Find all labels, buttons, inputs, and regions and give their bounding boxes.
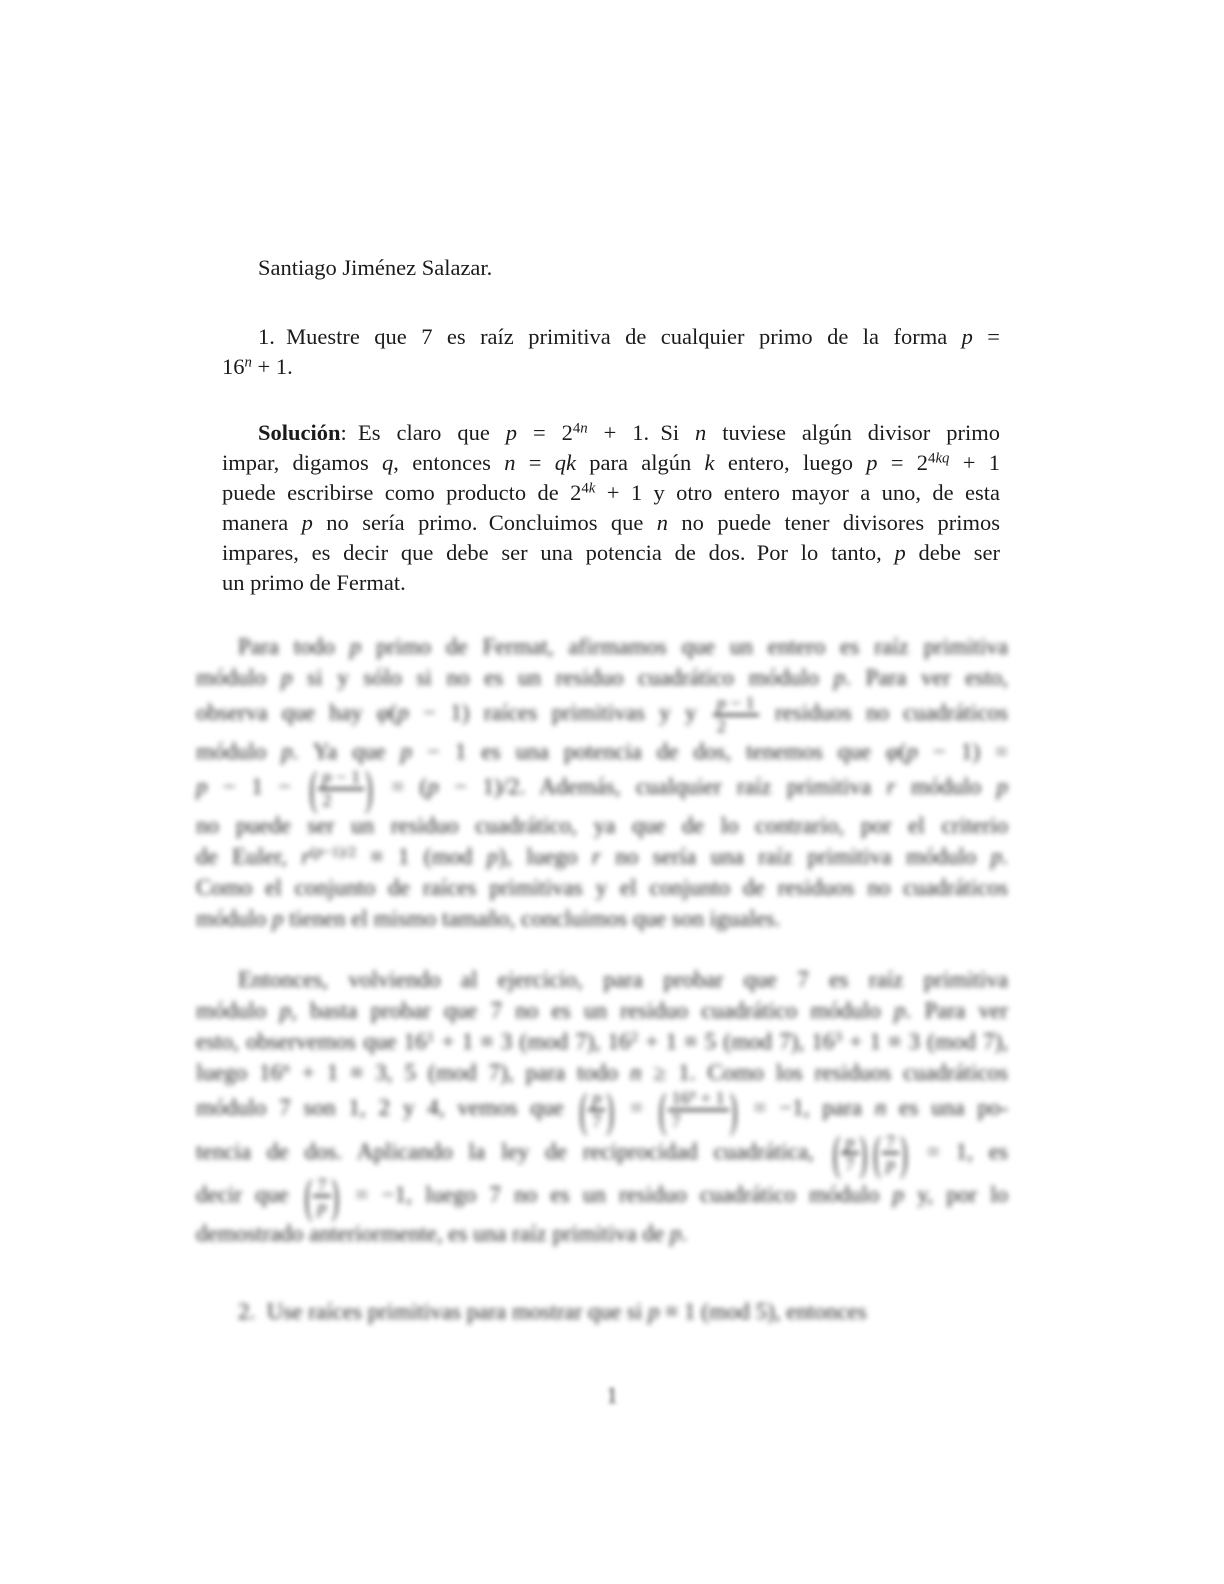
superscript: 4n [572, 420, 588, 437]
math-variable: p [272, 906, 284, 932]
math-variable: p [845, 1131, 855, 1152]
math-variable: n [244, 354, 252, 371]
fraction-denominator [882, 1152, 899, 1175]
superscript: 2 [630, 1028, 639, 1046]
math-variable: p [996, 774, 1008, 800]
math-variable: p [317, 1197, 327, 1218]
left-paren-delimiter: ( [873, 1127, 881, 1179]
fraction [658, 1084, 739, 1136]
math-variable: r [301, 844, 311, 870]
text-column [196, 253, 1009, 1327]
fraction-numerator [841, 1132, 858, 1153]
left-paren-delimiter: ( [832, 1127, 841, 1179]
text-line: luego $16^n + 1 \equiv 3$, 5 (mod 7), para todo n ≥ 1. Como los residuos cuadráticos [196, 1059, 1008, 1086]
text-line: no puede ser un residuo cuadrático, ya que de lo contrario, por el criterio [196, 813, 1008, 839]
math-variable: n [689, 1087, 696, 1102]
math-variable: p [669, 1221, 682, 1247]
right-paren-delimiter: ) [729, 1084, 738, 1136]
text-line: demostrado anteriormente, es una raíz primitiva de p. [196, 1221, 688, 1247]
text-line: $16^n + 1$. [222, 354, 293, 379]
right-paren-delimiter: ) [331, 1170, 340, 1223]
math-variable: p [833, 665, 846, 690]
fraction [832, 1127, 869, 1179]
left-paren-delimiter: ( [579, 1084, 588, 1136]
text-line: p − 1 − ( $\frac{p - 1}{2}$ ) = (p − 1)/2. Además, cualquier raíz primitiva r módulo p [196, 767, 1008, 810]
text-line: módulo p, basta probar que 7 no es un residuo cuadrático módulo p. Para ver [196, 998, 1009, 1024]
fraction-stack [668, 1088, 729, 1131]
superscript: 4kq [928, 450, 950, 467]
math-variable: qk [554, 450, 576, 475]
text-line: observa que hay φ(p − 1) raíces primitivas y y $\frac{p - 1}{2}$ residuos no cuadráticos [196, 693, 1008, 736]
superscript: 1 [426, 1028, 435, 1046]
math-variable: p [892, 1181, 904, 1207]
math-variable: n [656, 510, 669, 535]
fraction [872, 1127, 909, 1179]
math-variable: p [894, 540, 906, 565]
problem-1-statement [222, 322, 1000, 382]
superscript: 4k [581, 480, 596, 497]
math-variable: p [279, 998, 292, 1024]
text-line: 1. Muestre que 7 es raíz primitiva de cualquier primo de la forma p = [258, 324, 1000, 349]
text-line: módulo 7 son 1, 2 y 4, vemos que ( $\frac{p}{7}$ ) = ( $\frac{16^n + 1}{7}$ ) = −1, para n es una po- [196, 1088, 1008, 1131]
fraction-numerator: p − 1 [322, 767, 361, 788]
author-line [222, 253, 1000, 283]
math-variable: p [315, 843, 323, 861]
math-variable: k [588, 480, 596, 497]
math-variable: p [322, 767, 332, 788]
text-line: puede escribirse como producto de $2^{4k} + 1$ y otro entero mayor a uno, de esta [222, 480, 1001, 505]
math-variable: q [942, 450, 950, 467]
math-variable: p [280, 665, 293, 690]
fermat-primes-lemma [196, 631, 1008, 934]
text-line: esto, observemos que $16^1 + 1 \equiv 3$ (mod 7), $16^2 + 1 \equiv 5$ (mod 7), $16^3 + 1 \equiv 3$ (mod 7), [196, 1028, 1008, 1055]
math-variable: p [592, 1088, 602, 1109]
math-variable: p [505, 420, 518, 445]
text-line: manera p no sería primo. Concluimos que n no puede tener divisores primos [222, 510, 1000, 535]
fraction-stack [841, 1132, 858, 1175]
fraction [713, 693, 759, 736]
math-variable: k [704, 450, 715, 475]
text-line: módulo p si y sólo si no es un residuo cuadrático módulo p. Para ver esto, [196, 665, 1008, 690]
math-variable: n [282, 1059, 290, 1077]
math-variable: p [397, 699, 409, 725]
math-variable: p [486, 844, 499, 870]
math-variable: p [196, 774, 208, 800]
fraction-denominator: 2 [318, 788, 364, 811]
text-line: Para todo p primo de Fermat, afirmamos que un entero es raíz primitiva [238, 634, 1008, 659]
text-line: 2. Use raíces primitivas para mostrar que si p ≡ 1 (mod 5), entonces [238, 1299, 867, 1325]
problem-2-statement [196, 1296, 1008, 1327]
text-line: impar, digamos q, entonces n = qk para algún k entero, luego $p = 2^{4kq} + 1$ [222, 450, 1000, 475]
math-variable: n [630, 1060, 642, 1086]
fraction-denominator: 7 [841, 1152, 858, 1175]
math-variable: n [504, 450, 516, 475]
right-paren-delimiter: ) [606, 1084, 615, 1136]
math-variable: p [990, 844, 1003, 870]
text-line: de Euler, $r^{(p-1)/2} \equiv 1$ (mod p), luego r no sería una raíz primitiva módulo p. [196, 843, 1008, 870]
math-variable: p [961, 324, 973, 349]
text-line: módulo p tienen el mismo tamaño, concluimos que son iguales. [196, 906, 781, 932]
text-line: decir que ( $\frac{7}{p}$ ) = −1, luego 7 no es un residuo cuadrático módulo p y, por lo [196, 1175, 1008, 1218]
right-paren-delimiter: ) [365, 763, 373, 815]
math-variable: p [301, 510, 313, 535]
math-variable: r [886, 774, 896, 800]
page-number: 1 [606, 1383, 618, 1408]
math-variable: φ [376, 699, 390, 725]
math-variable: φ [885, 739, 899, 765]
fraction-numerator: $16^n + 1$ [671, 1087, 725, 1109]
text-line: Solución: Es claro que $p = 2^{4n} + 1$. Si n tuviese algún divisor primo [258, 420, 1000, 445]
fraction-stack [882, 1132, 899, 1175]
fraction-numerator: 7 [317, 1174, 327, 1195]
left-paren-delimiter: ( [304, 1170, 313, 1223]
fraction-numerator: p − 1 [716, 693, 755, 713]
math-variable: p [716, 693, 726, 713]
superscript [245, 355, 252, 371]
math-variable: n [695, 420, 707, 445]
text-line: módulo p. Ya que p − 1 es una potencia de dos, tenemos que φ(p − 1) = [196, 739, 1009, 765]
fraction-numerator [588, 1088, 605, 1109]
math-variable: n [874, 1095, 887, 1121]
math-variable: p [885, 1154, 896, 1175]
math-variable: p [427, 774, 439, 800]
superscript [690, 1087, 696, 1101]
fraction-stack [588, 1088, 605, 1131]
left-paren-delimiter: ( [309, 763, 318, 815]
text-line: un primo de Fermat. [222, 570, 406, 595]
bold-text: Solución [258, 420, 341, 445]
superscript: (p−1)/2 [310, 843, 356, 861]
exercise-argument [196, 964, 1008, 1249]
right-paren-delimiter: ) [900, 1127, 908, 1179]
right-paren-delimiter: ) [859, 1127, 868, 1179]
fraction-stack [713, 693, 759, 736]
superscript: 3 [834, 1028, 842, 1046]
solution-paragraph [222, 418, 1000, 598]
math-variable: p [893, 998, 906, 1024]
math-variable: q [382, 450, 394, 475]
math-variable: p [400, 739, 412, 765]
fraction-denominator [313, 1195, 330, 1218]
text-line: impares, es decir que debe ser una potencia de dos. Por lo tanto, p debe ser [222, 540, 1000, 565]
fraction [309, 763, 374, 815]
superscript [282, 1060, 290, 1077]
fraction-stack [318, 767, 364, 810]
fraction [579, 1084, 616, 1136]
left-paren-delimiter: ( [658, 1084, 667, 1136]
math-variable: p [648, 1299, 660, 1325]
math-variable: p [906, 739, 918, 765]
math-variable: p [281, 739, 293, 765]
fraction-stack [313, 1175, 330, 1218]
math-variable: p [866, 450, 878, 475]
text-line: tencia de dos. Aplicando la ley de reciprocidad cuadrática, ( $\frac{p}{7}$ ) ( $\frac{7}{p}$ ) = 1, es [196, 1132, 1008, 1175]
math-variable: k [935, 450, 943, 467]
math-variable: r [591, 844, 601, 870]
math-variable: p [349, 634, 362, 659]
text-line: Entonces, volviendo al ejercicio, para probar que 7 es raíz primitiva [238, 967, 1008, 993]
text-line: Santiago Jiménez Salazar. [258, 255, 493, 280]
fraction-denominator: 7 [588, 1109, 605, 1132]
text-line: Como el conjunto de raíces primitivas y el conjunto de residuos no cuadráticos [196, 875, 1008, 901]
fraction-denominator: 7 [668, 1109, 729, 1132]
fraction [304, 1170, 341, 1223]
math-variable: n [580, 420, 588, 437]
fraction-numerator: 7 [885, 1131, 896, 1152]
fraction-denominator: 2 [713, 714, 759, 737]
